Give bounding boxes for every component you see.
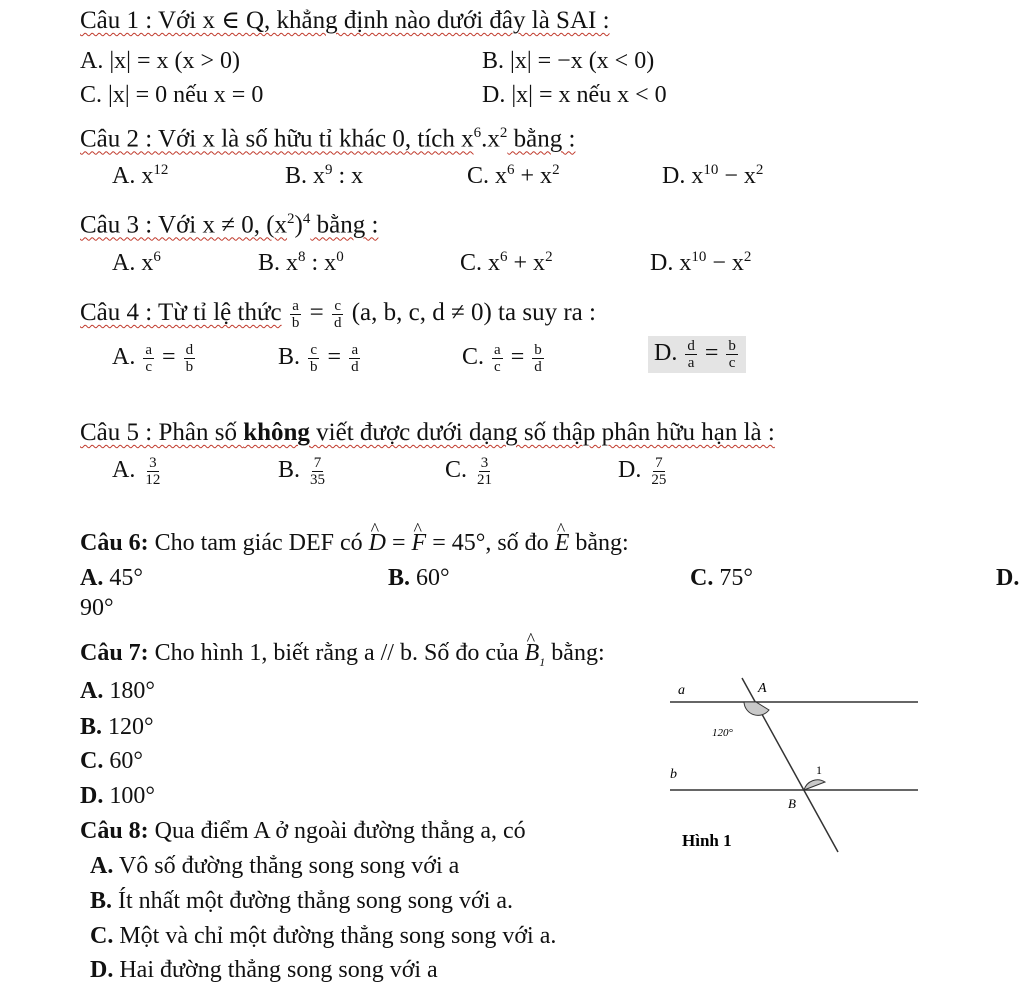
- q7-c-label: C.: [80, 748, 104, 774]
- q8-c-value: Một và chỉ một đường thẳng song song với a.: [113, 923, 557, 949]
- q2-option-a: [112, 155, 168, 191]
- q2-option-b: [285, 155, 363, 191]
- q2-b-exp: 9: [325, 162, 333, 178]
- q4-fraction-2: [332, 298, 344, 331]
- q4-a1-den: c: [145, 359, 153, 375]
- q3-c-exp1: 6: [500, 249, 508, 265]
- q7-b-value: 120°: [108, 714, 154, 740]
- q4-a-frac2: [184, 342, 196, 375]
- q3-suffix: bằng :: [310, 211, 379, 239]
- q4-equals: =: [309, 299, 324, 327]
- q2-a-exp: 12: [153, 162, 169, 178]
- q2-b-tail: : x: [332, 163, 364, 189]
- q4-d-label: D.: [654, 340, 678, 367]
- q3-a-exp: 6: [153, 249, 161, 265]
- q4-c2-num: b: [534, 342, 542, 358]
- q7-text-b: bằng:: [545, 640, 605, 666]
- q4-c1-num: a: [494, 342, 501, 358]
- q7-stem: [80, 638, 605, 677]
- q3-exp2: 4: [302, 211, 311, 227]
- figure-label-point-b: B: [788, 796, 796, 811]
- q6-angle-e: ^ E: [555, 528, 570, 558]
- q3-d-text: D. x: [650, 250, 692, 276]
- q7-text: Cho hình 1, biết rằng a // b. Số đo của: [148, 640, 525, 666]
- q2-c-exp2: 2: [552, 162, 560, 178]
- q4-c-frac1: [492, 342, 503, 375]
- q8-option-c: [90, 921, 556, 951]
- q4-stem: [80, 298, 596, 331]
- q1-stem: Câu 1 : Với x ∈ Q, khẳng định nào dưới đây là SAI :: [80, 7, 610, 34]
- q4-condition: (a, b, c, d ≠ 0) ta suy ra :: [351, 299, 596, 327]
- q6-c-value: 75°: [719, 565, 753, 591]
- q6-b-value: 60°: [416, 565, 450, 591]
- q2-d-exp1: 10: [703, 162, 719, 178]
- q7-d-value: 100°: [109, 783, 155, 809]
- q5-option-a: [112, 455, 164, 488]
- q2-c-exp1: 6: [507, 162, 515, 178]
- figure-label-1: 1: [816, 763, 822, 777]
- q4-f2-den: d: [333, 315, 342, 331]
- q5-a-frac: [143, 455, 162, 488]
- q2-c-text: C. x: [467, 163, 508, 189]
- q6-text-b: , số đo: [485, 530, 555, 556]
- q5-a-label: A.: [112, 457, 136, 484]
- q6-b-label: B.: [388, 565, 411, 591]
- q2-suffix: bằng :: [507, 125, 576, 153]
- q4-a-frac1: [143, 342, 154, 375]
- q4-a-label: A.: [112, 344, 136, 371]
- q4-b2-num: a: [351, 342, 359, 358]
- q4-option-a: [112, 342, 197, 375]
- q2-stem-prefix: Câu 2 : Với x là số hữu tỉ khác 0, tích x: [80, 125, 474, 153]
- q1-option-b: B. |x| = −x (x < 0): [482, 48, 655, 74]
- q4-b-frac2: [349, 342, 361, 375]
- q4-b-frac1: [308, 342, 320, 375]
- q5-c-label: C.: [445, 457, 468, 484]
- q6-option-d-label: D.: [996, 565, 1020, 591]
- q8-d-value: Hai đường thẳng song song với a: [113, 957, 438, 983]
- q4-d-frac2: [726, 338, 738, 371]
- q7-d-label: D.: [80, 783, 104, 809]
- q2-a-base: A. x: [112, 163, 154, 189]
- q6-option-b: [388, 563, 450, 593]
- q6-angle-f: ^ F: [412, 528, 427, 558]
- q7-option-b: [80, 712, 154, 742]
- q4-c-label: C.: [462, 344, 485, 371]
- q6-eq1: =: [385, 530, 412, 556]
- q2-exp1: 6: [473, 125, 482, 141]
- q4-b1-num: c: [310, 342, 318, 358]
- q4-f1-den: b: [291, 315, 300, 331]
- q5-c-num: 3: [480, 455, 489, 471]
- q3-option-a: [112, 242, 161, 278]
- q7-option-c: [80, 746, 143, 776]
- q5-stem-bold: không: [243, 419, 310, 446]
- q6-text-a: Cho tam giác DEF có: [148, 530, 369, 556]
- q8-label: Câu 8:: [80, 818, 149, 844]
- q3-b-mid: : x: [305, 250, 337, 276]
- q7-a-label: A.: [80, 678, 104, 704]
- q2-d-text: D. x: [662, 163, 704, 189]
- figure-label-b: b: [670, 767, 677, 782]
- q8-a-label: A.: [90, 853, 114, 879]
- q5-stem: [80, 418, 775, 448]
- figure-1-diagram: [660, 660, 960, 860]
- q4-a2-num: d: [185, 342, 194, 358]
- q5-a-den: 12: [145, 472, 161, 488]
- q7-option-a: [80, 676, 155, 706]
- q7-a-value: 180°: [109, 678, 155, 704]
- q5-b-label: B.: [278, 457, 301, 484]
- q4-d-equals: =: [704, 340, 719, 367]
- q4-a1-num: a: [145, 342, 153, 358]
- q4-a-equals: =: [162, 344, 176, 371]
- q8-stem: [80, 816, 526, 846]
- q3-c-exp2: 2: [545, 249, 553, 265]
- q5-option-b: [278, 455, 329, 488]
- q6-a-value: 45°: [109, 565, 143, 591]
- q3-d-exp2: 2: [743, 249, 752, 265]
- q8-b-value: Ít nhất một đường thẳng song song với a.: [112, 888, 514, 914]
- q2-option-d: [662, 155, 763, 191]
- q6-c-label: C.: [690, 565, 714, 591]
- q4-c2-den: d: [534, 359, 542, 375]
- q4-a2-den: b: [185, 359, 194, 375]
- q5-b-frac: [308, 455, 327, 488]
- q4-f2-num: c: [334, 298, 342, 314]
- q3-exp1: 2: [287, 211, 295, 227]
- q3-option-c: [460, 242, 553, 278]
- q2-option-c: [467, 155, 560, 191]
- q3-b-exp2: 0: [336, 249, 344, 265]
- q3-b-text: B. x: [258, 250, 299, 276]
- q1-option-a: A. |x| = x (x > 0): [80, 48, 240, 74]
- q5-option-d: [618, 455, 670, 488]
- q8-text: Qua điểm A ở ngoài đường thẳng a, có: [148, 818, 526, 844]
- q3-option-b: [258, 242, 344, 278]
- q5-b-num: 7: [313, 455, 322, 471]
- q5-d-frac: [649, 455, 668, 488]
- q3-a-base: A. x: [112, 250, 154, 276]
- q6-stem: [80, 528, 629, 558]
- q2-b-text: B. x: [285, 163, 326, 189]
- q4-d1-den: a: [687, 355, 695, 371]
- q6-option-d-value: 90°: [80, 595, 114, 621]
- q1-option-d: D. |x| = x nếu x < 0: [482, 82, 667, 108]
- q6-label: Câu 6:: [80, 530, 149, 556]
- q8-b-label: B.: [90, 888, 113, 914]
- q3-d-exp1: 10: [691, 249, 707, 265]
- q5-c-den: 21: [477, 472, 493, 488]
- q4-c-frac2: [532, 342, 544, 375]
- q7-label: Câu 7:: [80, 640, 149, 666]
- q5-b-den: 35: [310, 472, 326, 488]
- figure-caption: Hình 1: [682, 831, 732, 850]
- q1-option-c: C. |x| = 0 nếu x = 0: [80, 82, 264, 108]
- q4-option-d: [648, 336, 746, 373]
- q3-d-mid: − x: [706, 250, 744, 276]
- q7-b-label: B.: [80, 714, 103, 740]
- q5-option-c: [445, 455, 496, 488]
- q4-b-equals: =: [327, 344, 342, 371]
- q6-option-c: [690, 563, 753, 593]
- figure-label-120: 120°: [712, 727, 733, 739]
- q7-angle-sub: 1: [539, 654, 546, 669]
- q2-d-exp2: 2: [755, 162, 764, 178]
- figure-label-a: a: [678, 683, 685, 698]
- q4-fraction-1: [290, 298, 302, 331]
- q3-b-exp1: 8: [298, 249, 306, 265]
- q2-stem: [80, 118, 575, 154]
- q8-a-value: Vô số đường thẳng song song với a: [113, 853, 460, 879]
- q3-c-mid: + x: [507, 250, 546, 276]
- q3-option-d: [650, 242, 751, 278]
- q4-b2-den: d: [351, 359, 359, 375]
- q3-mid: ): [294, 211, 303, 239]
- q5-c-frac: [475, 455, 494, 488]
- q7-option-d: [80, 781, 155, 811]
- q3-c-text: C. x: [460, 250, 501, 276]
- q4-d2-num: b: [728, 338, 736, 354]
- q4-b-label: B.: [278, 344, 301, 371]
- q4-b1-den: b: [310, 359, 318, 375]
- q8-d-label: D.: [90, 957, 114, 983]
- q4-d2-den: c: [728, 355, 736, 371]
- q3-stem-prefix: Câu 3 : Với x ≠ 0, (x: [80, 211, 288, 239]
- angle-b1-arc: [804, 780, 825, 790]
- q4-c1-den: c: [494, 359, 501, 375]
- q7-c-value: 60°: [109, 748, 143, 774]
- q8-option-d: [90, 955, 438, 985]
- q2-c-mid: + x: [514, 163, 553, 189]
- q4-c-equals: =: [510, 344, 525, 371]
- q4-option-c: [462, 342, 546, 375]
- q2-d-mid: − x: [718, 163, 756, 189]
- q8-c-label: C.: [90, 923, 114, 949]
- q4-f1-num: a: [292, 298, 299, 314]
- q6-a-label: A.: [80, 565, 104, 591]
- q5-d-num: 7: [655, 455, 663, 471]
- q4-stem-prefix: Câu 4 : Từ tỉ lệ thức: [80, 299, 282, 327]
- q5-stem-c: viết được dưới dạng số thập phân hữu hạn là :: [309, 419, 775, 446]
- q6-angle-d: ^ D: [369, 528, 386, 558]
- q5-a-num: 3: [149, 455, 157, 471]
- q4-option-b: [278, 342, 363, 375]
- q8-option-a: [90, 851, 459, 881]
- q3-stem: [80, 204, 378, 240]
- figure-label-point-a: A: [758, 681, 767, 696]
- q2-exp2: 2: [499, 125, 508, 141]
- q4-d-frac1: [685, 338, 697, 371]
- q8-option-b: [90, 886, 513, 916]
- q6-option-a: [80, 563, 143, 593]
- q7-angle-letter: B: [524, 640, 540, 666]
- q6-eq2: = 45°: [426, 530, 486, 556]
- q5-d-label: D.: [618, 457, 642, 484]
- q6-text-c: bằng:: [569, 530, 629, 556]
- q5-stem-a: Câu 5 : Phân số: [80, 419, 244, 446]
- angle-120-arc: [744, 702, 769, 715]
- q4-d1-num: d: [687, 338, 695, 354]
- q5-d-den: 25: [651, 472, 667, 488]
- q7-angle-b1: [525, 638, 546, 677]
- q2-mid: .x: [481, 125, 500, 153]
